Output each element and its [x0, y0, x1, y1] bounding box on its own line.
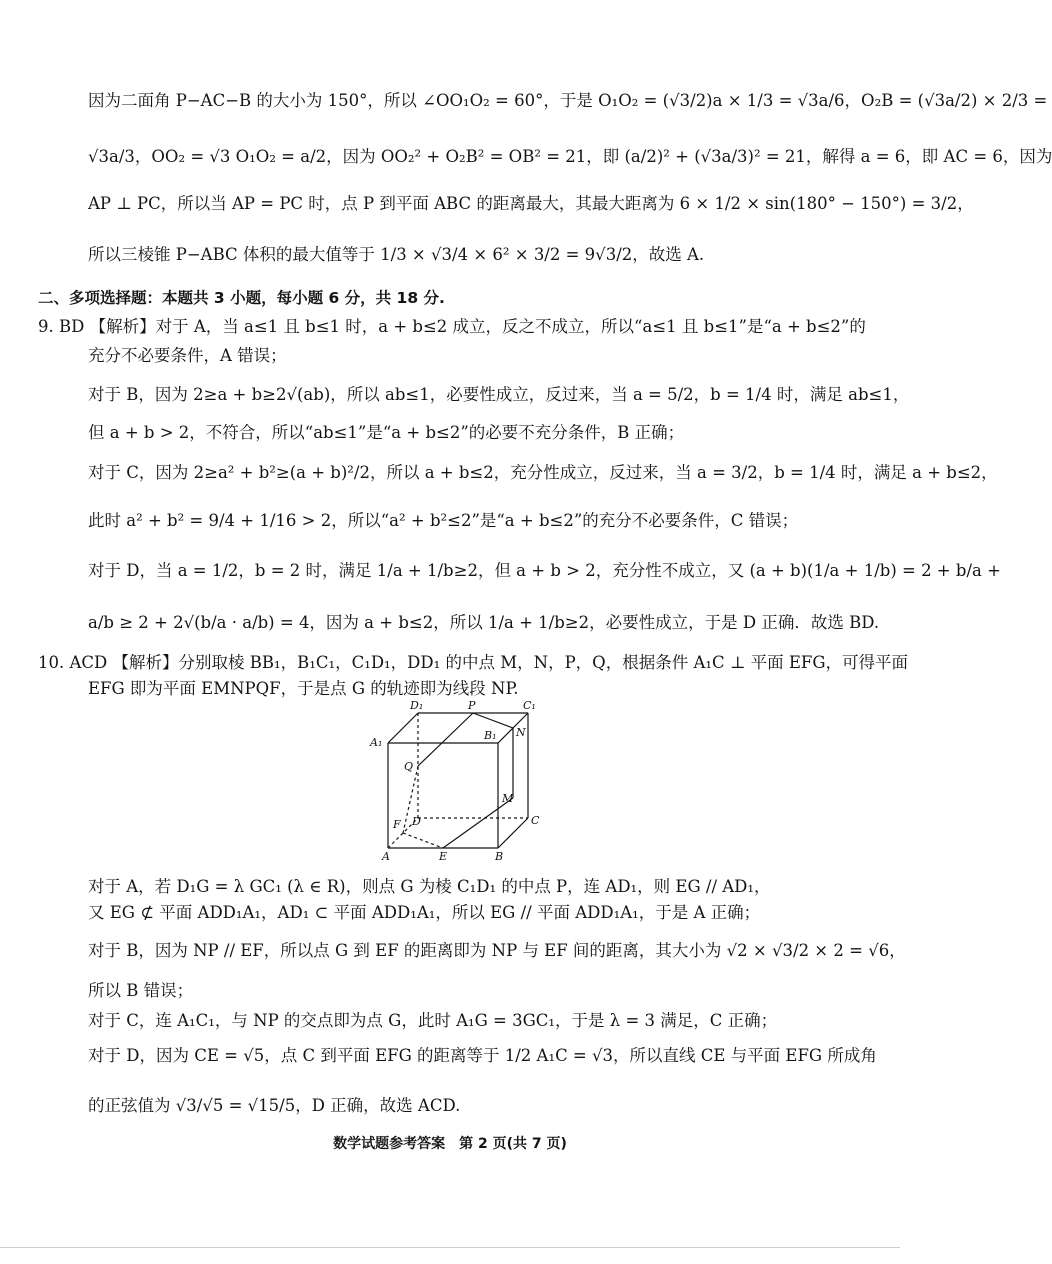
- q9-line-7: 对于 D，当 a = 1/2，b = 2 时，满足 1/a + 1/b≥2，但 a + b > 2，充分性不成立，又 (a + b)(1/a + 1/b) = 2 + b/a +: [88, 561, 1001, 580]
- q10-line-3: 对于 A，若 D₁G = λ GC₁ (λ ∈ R)，则点 G 为棱 C₁D₁ 的中点 P，连 AD₁，则 EG // AD₁，: [88, 877, 771, 896]
- prev-solution-line-1: 因为二面角 P−AC−B 的大小为 150°，所以 ∠OO₁O₂ = 60°，于是 O₁O₂ = (√3/2)a × 1/3 = √3a/6，O₂B = (√3a/2) × 2/3 =: [88, 91, 1048, 110]
- q9-line-5: 对于 C，因为 2≥a² + b²≥(a + b)²/2，所以 a + b≤2，充分性成立，反过来，当 a = 3/2，b = 1/4 时，满足 a + b≤2，: [88, 463, 998, 482]
- q10-line-2: EFG 即为平面 EMNPQF，于是点 G 的轨迹即为线段 NP.: [88, 679, 519, 698]
- prev-solution-line-4: 所以三棱锥 P−ABC 体积的最大值等于 1/3 × √3/4 × 6² × 3/2 = 9√3/2，故选 A.: [88, 245, 705, 264]
- q10-line-7: 对于 C，连 A₁C₁，与 NP 的交点即为点 G，此时 A₁G = 3GC₁，于是 λ = 3 满足，C 正确；: [88, 1011, 778, 1030]
- q9-line-8: a/b ≥ 2 + 2√(b/a · a/b) = 4，因为 a + b≤2，所以 1/a + 1/b≥2，必要性成立，于是 D 正确．故选 BD.: [88, 613, 880, 632]
- label-a1: A₁: [370, 736, 383, 749]
- prev-solution-line-3: AP ⊥ PC，所以当 AP = PC 时，点 P 到平面 ABC 的距离最大，其最大距离为 6 × 1/2 × sin(180° − 150°) = 3/2，: [88, 194, 974, 213]
- bottom-divider: [0, 1247, 900, 1248]
- q10-line-6: 所以 B 错误；: [88, 981, 194, 1000]
- section-np: [473, 713, 513, 728]
- q10-line-8: 对于 D，因为 CE = √5，点 C 到平面 EFG 的距离等于 1/2 A₁C = √3，所以直线 CE 与平面 EFG 所成角: [88, 1046, 877, 1065]
- q10-line-5: 对于 B，因为 NP // EF，所以点 G 到 EF 的距离即为 NP 与 EF 间的距离，其大小为 √2 × √3/2 × 2 = √6，: [88, 941, 906, 960]
- label-q: Q: [404, 760, 414, 773]
- q9-line-3: 对于 B，因为 2≥a + b≥2√(ab)，所以 ab≤1，必要性成立，反过来，当 a = 5/2，b = 1/4 时，满足 ab≤1，: [88, 385, 910, 404]
- label-d1: D₁: [410, 699, 424, 712]
- section-fe: [403, 833, 443, 848]
- label-p: P: [468, 699, 476, 712]
- label-b1: B₁: [484, 729, 497, 742]
- q10-line-1: 10. ACD 【解析】分别取棱 BB₁，B₁C₁，C₁D₁，DD₁ 的中点 M，N，P，Q，根据条件 A₁C ⊥ 平面 EFG，可得平面: [38, 653, 909, 672]
- section-em: [443, 798, 513, 848]
- edge-bc: [498, 818, 528, 848]
- label-b: B: [495, 850, 504, 863]
- q9-line-6: 此时 a² + b² = 9/4 + 1/16 > 2，所以“a² + b²≤2”是“a + b≤2”的充分不必要条件，C 错误；: [88, 511, 799, 530]
- label-c: C: [531, 814, 540, 827]
- label-d: D: [412, 815, 421, 828]
- prev-solution-line-2: √3a/3，OO₂ = √3 O₁O₂ = a/2，因为 OO₂² + O₂B² = OB² = 21，即 (a/2)² + (√3a/3)² = 21，解得 a = 6，即 AC = 6，因为: [88, 147, 1052, 166]
- edge-a1d1: [388, 713, 418, 743]
- q9-line-1: 9. BD 【解析】对于 A，当 a≤1 且 b≤1 时，a + b≤2 成立，反之不成立，所以“a≤1 且 b≤1”是“a + b≤2”的: [38, 317, 866, 336]
- q9-line-4: 但 a + b > 2，不符合，所以“ab≤1”是“a + b≤2”的必要不充分条件，B 正确；: [88, 423, 685, 442]
- cube-diagram: [360, 698, 540, 863]
- label-m: M: [502, 792, 514, 805]
- page-footer: 数学试题参考答案 第 2 页(共 7 页): [333, 1136, 567, 1152]
- q10-line-4: 又 EG ⊄ 平面 ADD₁A₁，AD₁ ⊂ 平面 ADD₁A₁，所以 EG // 平面 ADD₁A₁，于是 A 正确；: [88, 903, 761, 922]
- q10-line-9: 的正弦值为 √3/√5 = √15/5，D 正确，故选 ACD.: [88, 1096, 461, 1115]
- section-heading: 二、多项选择题：本题共 3 小题，每小题 6 分，共 18 分.: [38, 289, 445, 307]
- cube-figure: [360, 698, 540, 863]
- q9-line-2: 充分不必要条件，A 错误；: [88, 346, 287, 365]
- label-n: N: [516, 726, 526, 739]
- section-pq: [418, 713, 473, 766]
- label-a: A: [382, 850, 390, 863]
- label-f: F: [393, 818, 401, 831]
- label-e: E: [439, 850, 448, 863]
- label-c1: C₁: [523, 699, 536, 712]
